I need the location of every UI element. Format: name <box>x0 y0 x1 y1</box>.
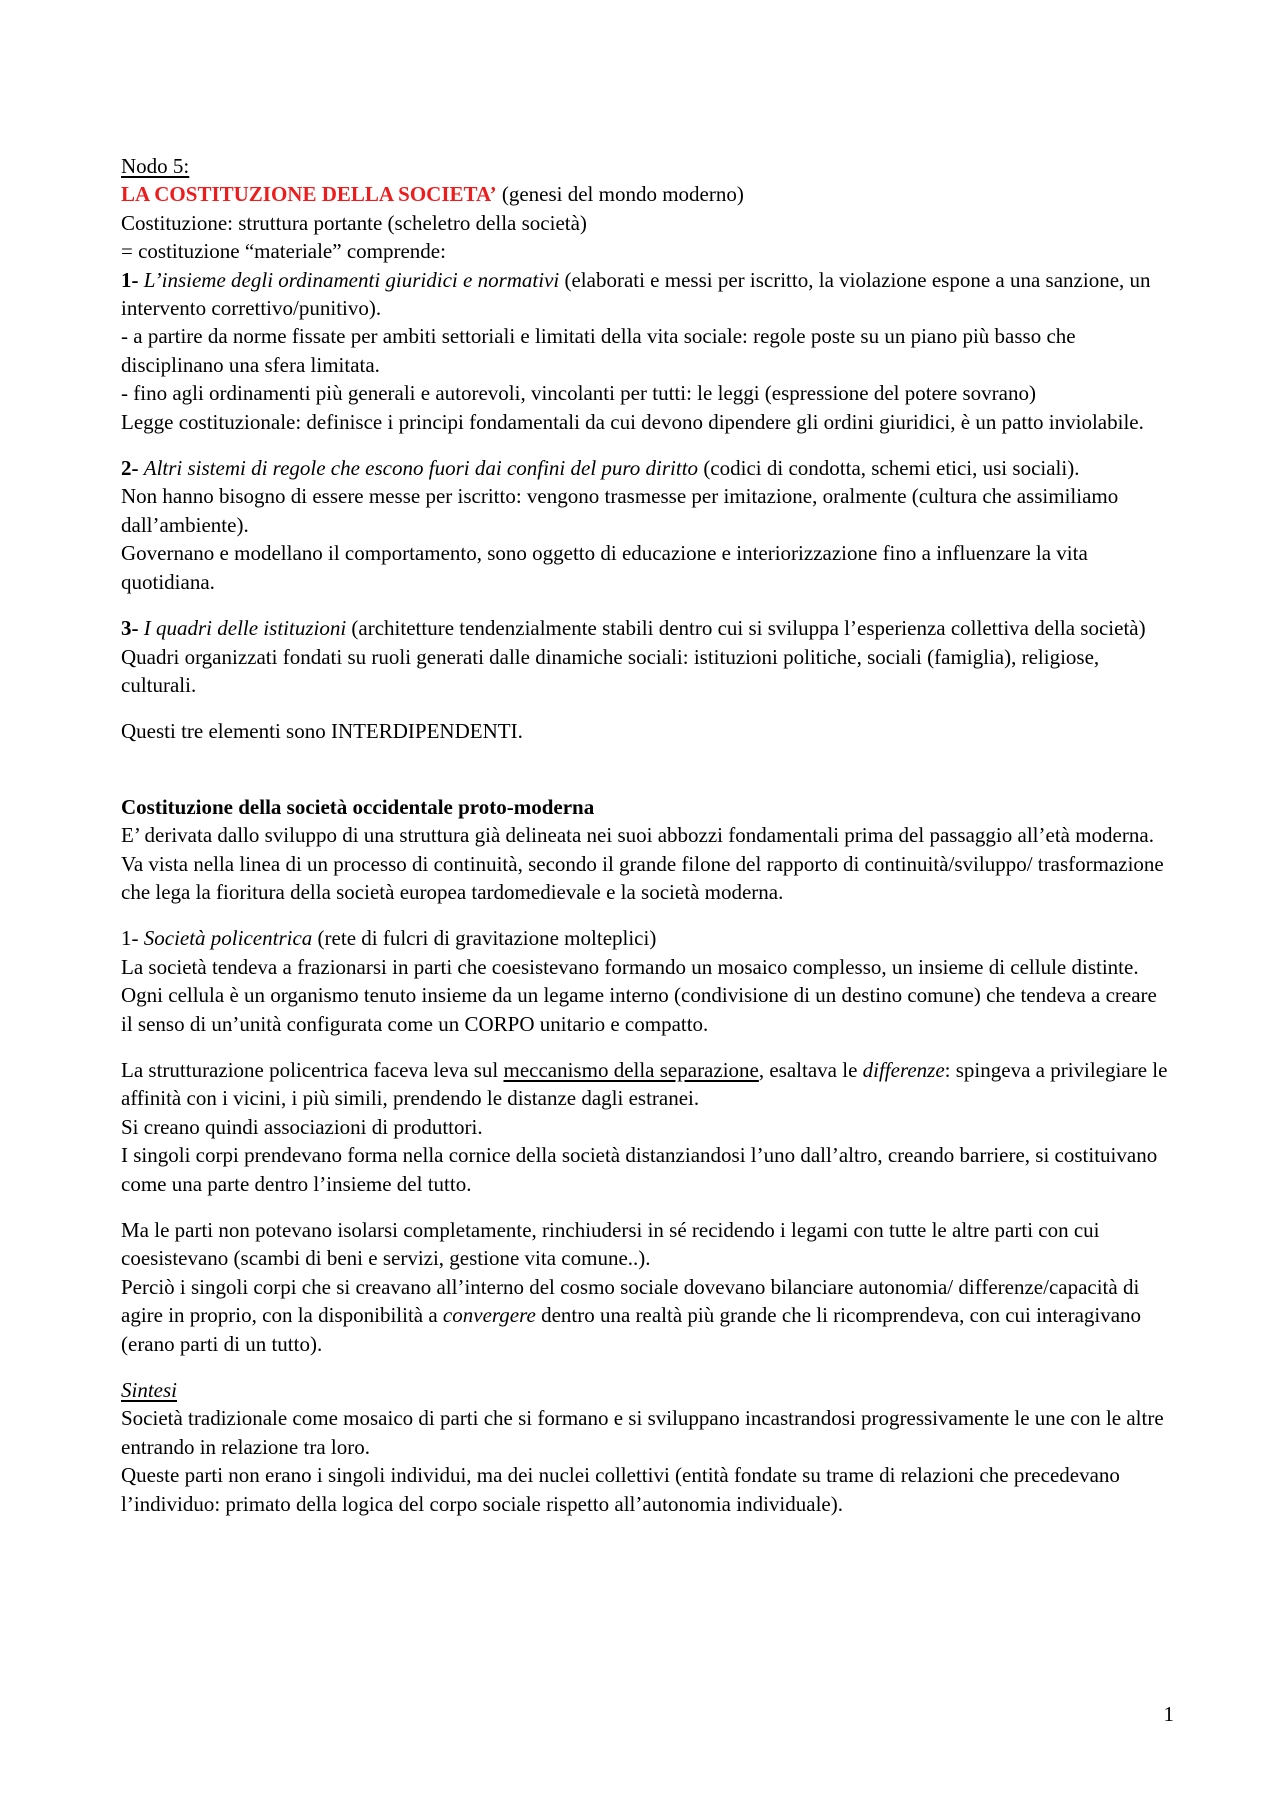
section-paragraph-1: E’ derivata dallo sviluppo di una struttura già delineata nei suoi abbozzi fondamentali prima del passaggio all’età moderna. <box>121 823 1154 848</box>
spacer <box>121 596 1171 614</box>
spacer <box>121 699 1171 717</box>
point-1: 1- L’insieme degli ordinamenti giuridici e normativi (elaborati e messi per iscritto, la violazione espone a una sanzione, un intervento correttivo/punitivo). <box>121 267 1151 321</box>
summary-paragraph-2: Queste parti non erano i singoli individui, ma dei nuclei collettivi (entità fondate su trame di relazioni che precedevano l’individuo: primato della logica del corpo sociale rispetto all’autonomia individuale). <box>121 1463 1120 1516</box>
structuring-paragraph-3: I singoli corpi prendevano forma nella cornice della società distanziandosi l’uno dall’altro, creando barriere, si costituivano come una parte dentro l’insieme del tutto. <box>121 1143 1158 1196</box>
point-2: 2- Altri sistemi di regole che escono fuori dai confini del puro diritto (codici di condotta, schemi etici, usi sociali). <box>121 456 1080 481</box>
intro-line-2: = costituzione “materiale” comprende: <box>121 239 446 264</box>
point-1-paragraph-3: - fino agli ordinamenti più generali e autorevoli, vincolanti per tutti: le leggi (espressione del potere sovrano) <box>121 381 1036 406</box>
intro-line-1: Costituzione: struttura portante (scheletro della società) <box>121 210 587 235</box>
spacer <box>121 1358 1171 1376</box>
spacer <box>121 1198 1171 1216</box>
title-sub: (genesi del mondo moderno) <box>496 182 744 207</box>
summary-heading: Sintesi <box>121 1378 177 1403</box>
point-3-paragraph-2: Quadri organizzati fondati su ruoli generati dalle dinamiche sociali: istituzioni politiche, sociali (famiglia), religiose, culturali. <box>121 644 1100 697</box>
interdependent-note: Questi tre elementi sono INTERDIPENDENTI. <box>121 719 523 744</box>
page-number: 1 <box>1163 1702 1174 1726</box>
parts-paragraph-1: Ma le parti non potevano isolarsi completamente, rinchiudersi in sé recidendo i legami con tutte le altre parti con cui coesistevano (scambi di beni e servizi, gestione vita comune..). <box>121 1218 1100 1271</box>
point-2-paragraph-2: Non hanno bisogno di essere messe per iscritto: vengono trasmesse per imitazione, oralmente (cultura che assimiliamo dall’ambiente). <box>121 484 1119 537</box>
spacer <box>121 906 1171 924</box>
point-1-paragraph-2: - a partire da norme fissate per ambiti settoriali e limitati della vita sociale: regole poste su un piano più basso che disciplinano una sfera limitata. <box>121 324 1076 377</box>
structuring-paragraph: La strutturazione policentrica faceva leva sul meccanismo della separazione, esaltava le differenze: spingeva a privilegiare le affinità con i vicini, i più simili, prendendo le distanze dagli estranei. <box>121 1057 1168 1111</box>
summary-paragraph-1: Società tradizionale come mosaico di parti che si formano e si sviluppano incastrandosi progressivamente le une con le altre entrando in relazione tra loro. <box>121 1406 1164 1459</box>
page-content <box>121 152 1171 1518</box>
spacer <box>121 436 1171 454</box>
point-3: 3- I quadri delle istituzioni (architetture tendenzialmente stabili dentro cui si sviluppa l’esperienza collettiva della società) <box>121 616 1146 641</box>
point-2-paragraph-3: Governano e modellano il comportamento, sono oggetto di educazione e interiorizzazione fino a influenzare la vita quotidiana. <box>121 541 1088 594</box>
spacer <box>121 1038 1171 1056</box>
parts-paragraph-2: Perciò i singoli corpi che si creavano all’interno del cosmo sociale dovevano bilanciare autonomia/ differenze/capacità di agire in proprio, con la disponibilità a convergere dentro una realtà più grande che li ricomprendeva, con cui interagivano (erano parti di un tutto). <box>121 1274 1142 1356</box>
section-heading: Costituzione della società occidentale proto-moderna <box>121 794 595 819</box>
structuring-paragraph-2: Si creano quindi associazioni di produttori. <box>121 1114 483 1139</box>
section-paragraph-2: Va vista nella linea di un processo di continuità, secondo il grande filone del rapporto di continuità/sviluppo/ trasformazione che lega la fioritura della società europea tardomedievale e la società moderna. <box>121 851 1164 904</box>
policentric-paragraph: La società tendeva a frazionarsi in parti che coesistevano formando un mosaico complesso, un insieme di cellule distinte. Ogni cellula è un organismo tenuto insieme da un legame interno (condivisione di un destino comune) che tendeva a creare il senso di un’unità configurata come un CORPO unitario e compatto. <box>121 954 1157 1036</box>
point-1-paragraph-4: Legge costituzionale: definisce i principi fondamentali da cui devono dipendere gli ordini giuridici, è un patto inviolabile. <box>121 409 1144 434</box>
node-label: Nodo 5: <box>121 154 190 178</box>
title-main: LA COSTITUZIONE DELLA SOCIETA’ <box>121 182 497 207</box>
document-title <box>121 180 1171 208</box>
spacer <box>121 746 1171 793</box>
policentric-point: 1- Società policentrica (rete di fulcri di gravitazione molteplici) <box>121 926 657 951</box>
